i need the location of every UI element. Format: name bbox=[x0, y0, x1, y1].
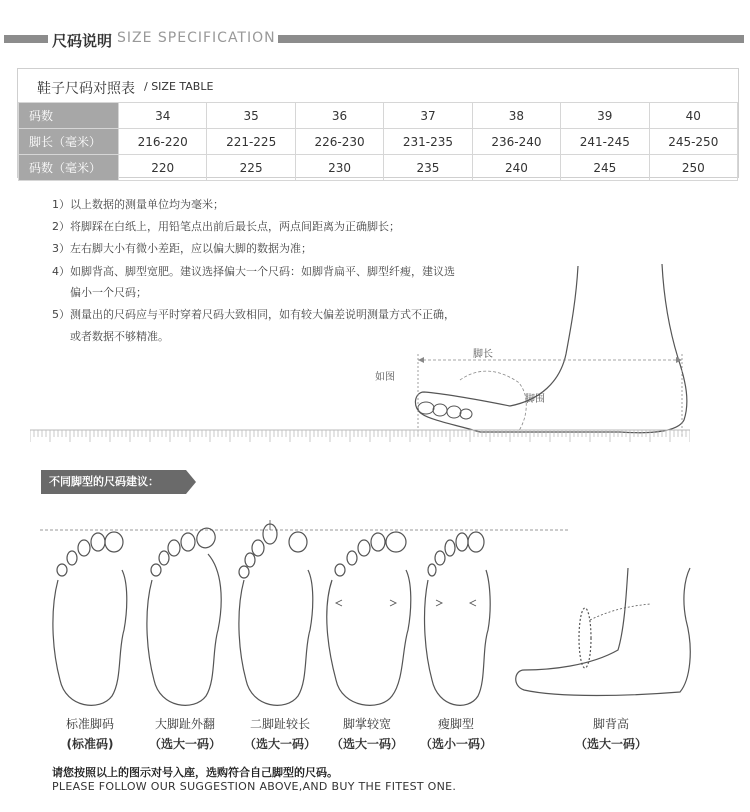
table-cell: 231-235 bbox=[384, 129, 472, 155]
foot-type-label bbox=[130, 715, 240, 752]
table-cell: 250 bbox=[649, 155, 737, 181]
row-header: 脚长（毫米） bbox=[19, 129, 119, 155]
table-cell: 240 bbox=[472, 155, 560, 181]
foot-type-label bbox=[401, 715, 511, 752]
header-title-cn: 尺码说明 bbox=[52, 32, 113, 50]
foot-type-name: 脚掌较宽 bbox=[342, 717, 391, 731]
table-cell: 235 bbox=[384, 155, 472, 181]
high-instep-foot-icon bbox=[516, 568, 691, 696]
foot-type-section-tag: 不同脚型的尺码建议： bbox=[41, 470, 186, 494]
section-header bbox=[0, 28, 750, 50]
header-bar-left bbox=[4, 35, 48, 43]
table-cell: 40 bbox=[649, 103, 737, 129]
footer-note-cn: 请您按照以上的图示对号入座，选购符合自己脚型的尺码。 bbox=[52, 766, 338, 779]
table-cell: 241-245 bbox=[561, 129, 649, 155]
foot-types-illustration bbox=[30, 520, 710, 720]
foot-length-label: 脚长 bbox=[473, 349, 493, 360]
table-cell: 245-250 bbox=[649, 129, 737, 155]
table-cell: 34 bbox=[119, 103, 207, 129]
table-cell: 230 bbox=[295, 155, 383, 181]
standard-foot-icon bbox=[53, 532, 127, 705]
header-title-en: SIZE SPECIFICATION bbox=[117, 30, 276, 46]
size-table-grid bbox=[18, 102, 738, 181]
slim-foot-icon bbox=[425, 532, 491, 705]
foot-measure-illustration bbox=[400, 262, 700, 440]
size-table-title-cn: 鞋子尺码对照表 bbox=[37, 81, 135, 97]
foot-type-label bbox=[556, 715, 666, 752]
table-cell: 35 bbox=[207, 103, 295, 129]
foot-type-advice: （选大一码） bbox=[243, 737, 316, 751]
note-item: 偏小一个尺码； bbox=[70, 286, 147, 299]
header-bar-right bbox=[278, 35, 744, 43]
note-item: 5）测量出的尺码应与平时穿着尺码大致相同，如有较大偏差说明测量方式不正确， bbox=[52, 308, 455, 321]
table-row bbox=[19, 103, 738, 129]
foot-type-name: 标准脚码 bbox=[65, 717, 114, 731]
foot-type-advice: （选小一码） bbox=[419, 737, 492, 751]
long-second-toe-icon bbox=[239, 520, 313, 705]
example-label: 如图 bbox=[375, 372, 395, 383]
foot-type-name: 大脚趾外翻 bbox=[154, 717, 215, 731]
foot-type-advice: (标准码) bbox=[66, 737, 114, 751]
note-item: 或者数据不够精准。 bbox=[70, 330, 169, 343]
note-item: 4）如脚背高、脚型宽肥。建议选择偏大一个尺码：如脚背扁平、脚型纤瘦，建议选 bbox=[52, 265, 455, 278]
wide-foot-icon bbox=[327, 532, 411, 705]
note-item: 3）左右脚大小有微小差距，应以偏大脚的数据为准； bbox=[52, 242, 312, 255]
foot-girth-label: 脚围 bbox=[525, 394, 545, 405]
table-row bbox=[19, 155, 738, 181]
note-item: 1）以上数据的测量单位均为毫米； bbox=[52, 198, 224, 211]
table-cell: 38 bbox=[472, 103, 560, 129]
foot-type-label bbox=[35, 715, 145, 752]
size-table-title bbox=[18, 69, 738, 102]
row-header: 码数 bbox=[19, 103, 119, 129]
note-item: 2）将脚踩在白纸上，用铅笔点出前后最长点，两点间距离为正确脚长； bbox=[52, 220, 400, 233]
table-cell: 39 bbox=[561, 103, 649, 129]
table-cell: 37 bbox=[384, 103, 472, 129]
foot-type-name: 脚背高 bbox=[592, 717, 629, 731]
table-cell: 245 bbox=[561, 155, 649, 181]
size-table-title-en: / SIZE TABLE bbox=[144, 80, 214, 93]
table-row bbox=[19, 129, 738, 155]
table-cell: 216-220 bbox=[119, 129, 207, 155]
ruler-graphic bbox=[30, 426, 690, 448]
table-cell: 226-230 bbox=[295, 129, 383, 155]
foot-type-name: 二脚趾较长 bbox=[249, 717, 310, 731]
bunion-foot-icon bbox=[147, 525, 221, 705]
table-cell: 36 bbox=[295, 103, 383, 129]
footer-note-en: PLEASE FOLLOW OUR SUGGESTION ABOVE,AND BUY THE FITEST ONE. bbox=[52, 780, 457, 793]
row-header: 码数（毫米） bbox=[19, 155, 119, 181]
foot-type-advice: （选大一码） bbox=[330, 737, 403, 751]
foot-type-name: 瘦脚型 bbox=[437, 717, 474, 731]
table-cell: 236-240 bbox=[472, 129, 560, 155]
foot-type-advice: （选大一码） bbox=[148, 737, 221, 751]
table-cell: 221-225 bbox=[207, 129, 295, 155]
foot-type-advice: （选大一码） bbox=[574, 737, 647, 751]
table-cell: 225 bbox=[207, 155, 295, 181]
size-table bbox=[17, 68, 739, 178]
table-cell: 220 bbox=[119, 155, 207, 181]
